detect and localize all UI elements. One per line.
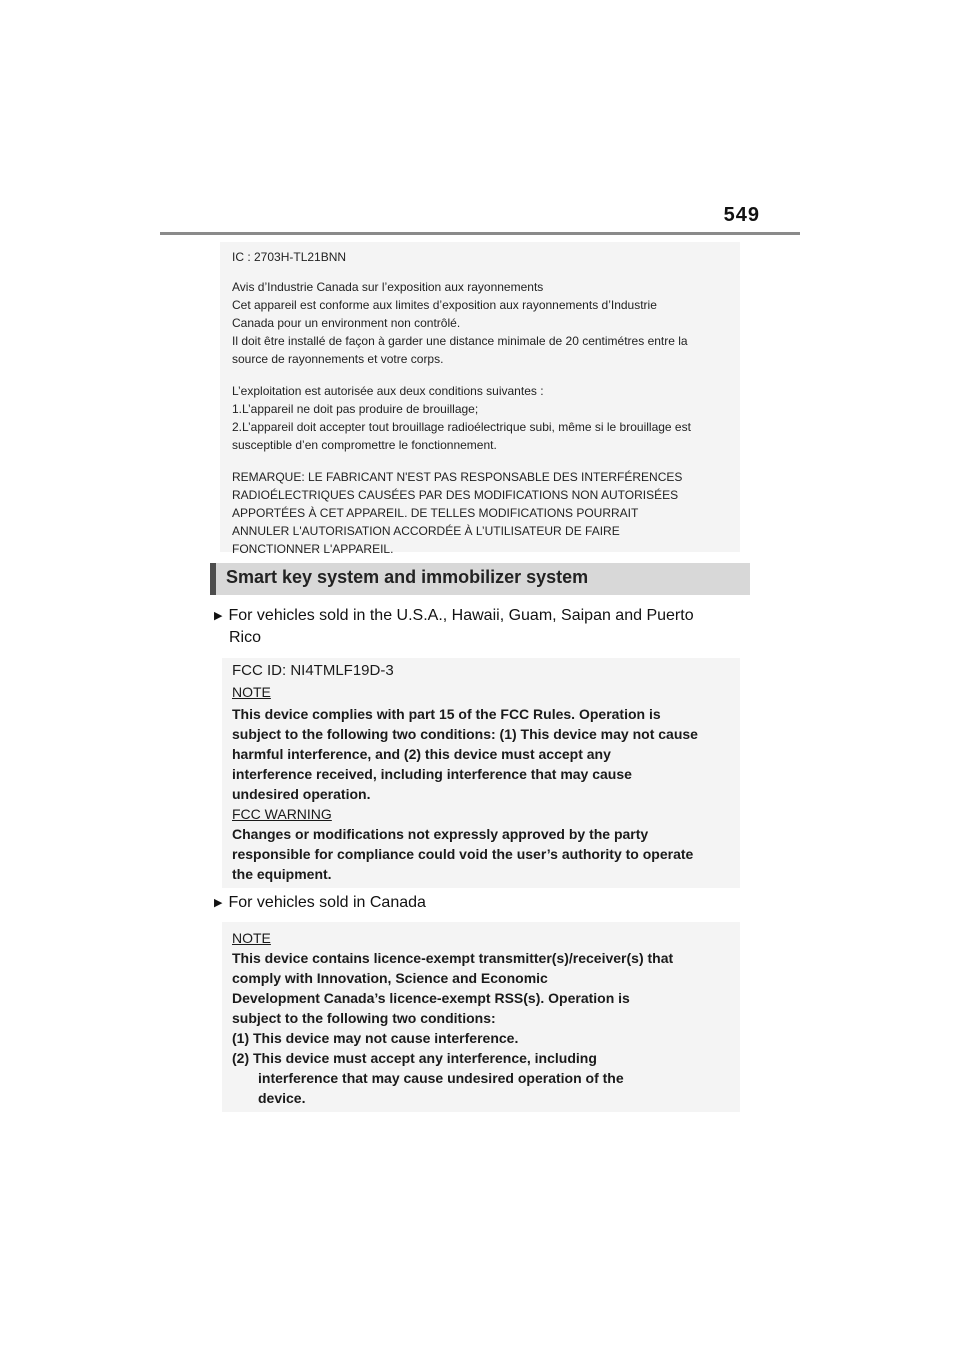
- fcc-note-line: harmful interference, and (2) this device must accept any: [232, 746, 611, 762]
- ic-line: APPORTÉES À CET APPAREIL. DE TELLES MODIFICATIONS POURRAIT: [232, 506, 639, 520]
- ic-line: REMARQUE: LE FABRICANT N'EST PAS RESPONSABLE DES INTERFÉRENCES: [232, 470, 683, 484]
- canada-line-indented: interference that may cause undesired operation of the: [258, 1070, 624, 1086]
- ic-notice-box: [220, 242, 740, 556]
- fcc-note-line: interference received, including interference that may cause: [232, 766, 632, 782]
- ic-line: susceptible d’en compromettre le fonctionnement.: [232, 438, 497, 452]
- canada-line: Development Canada’s licence-exempt RSS(s). Operation is: [232, 990, 630, 1006]
- fcc-id: FCC ID: NI4TMLF19D-3: [232, 662, 394, 679]
- bullet-text-continued: Rico: [229, 629, 262, 646]
- triangle-bullet-icon: ▶: [214, 897, 223, 909]
- canada-line: (2) This device must accept any interference, including: [232, 1050, 597, 1066]
- fcc-note-line: subject to the following two conditions: (1) This device may not cause: [232, 726, 698, 742]
- header-rule: [160, 232, 800, 235]
- ic-line: source de rayonnements et votre corps.: [232, 352, 444, 366]
- fcc-warning-line: responsible for compliance could void the user’s authority to operate: [232, 846, 694, 862]
- ic-line: 1.L’appareil ne doit pas produire de brouillage;: [232, 402, 479, 416]
- canada-line: This device contains licence-exempt transmitter(s)/receiver(s) that: [232, 950, 674, 966]
- bullet-usa: [214, 605, 694, 649]
- fcc-warning-heading: FCC WARNING: [232, 806, 332, 822]
- ic-line: ANNULER L'AUTORISATION ACCORDÉE À L’UTILISATEUR DE FAIRE: [232, 524, 620, 538]
- ic-line: Cet appareil est conforme aux limites d’exposition aux rayonnements d’Industrie: [232, 298, 657, 312]
- ic-id: IC : 2703H-TL21BNN: [232, 250, 347, 264]
- ic-line: L’exploitation est autorisée aux deux conditions suivantes :: [232, 384, 544, 398]
- bullet-text: For vehicles sold in Canada: [228, 894, 426, 911]
- section-title: Smart key system and immobilizer system: [226, 567, 589, 587]
- fcc-note-line: This device complies with part 15 of the FCC Rules. Operation is: [232, 706, 661, 722]
- fcc-warning-line: the equipment.: [232, 866, 332, 882]
- fcc-note-line: undesired operation.: [232, 786, 371, 802]
- fcc-warning-line: Changes or modifications not expressly approved by the party: [232, 826, 649, 842]
- canada-note-heading: NOTE: [232, 930, 271, 946]
- bullet-canada: [214, 892, 426, 914]
- fcc-note-heading: NOTE: [232, 684, 271, 700]
- ic-line: RADIOÉLECTRIQUES CAUSÉES PAR DES MODIFICATIONS NON AUTORISÉES: [232, 488, 679, 502]
- canada-line: subject to the following two conditions:: [232, 1010, 496, 1026]
- ic-line: Avis d’Industrie Canada sur l’exposition aux rayonnements: [232, 280, 544, 294]
- ic-line: 2.L’appareil doit accepter tout brouillage radioélectrique subi, même si le brouillage est: [232, 420, 691, 434]
- bullet-text: For vehicles sold in the U.S.A., Hawaii, Guam, Saipan and Puerto: [228, 607, 694, 624]
- canada-line: (1) This device may not cause interference.: [232, 1030, 519, 1046]
- page-number: 549: [723, 204, 760, 226]
- section-heading: [210, 563, 750, 595]
- ic-line: FONCTIONNER L'APPAREIL.: [232, 542, 394, 556]
- ic-line: Il doit être installé de façon à garder une distance minimale de 20 centimétres entre la: [232, 334, 688, 348]
- ic-line: Canada pour un environment non contrôlé.: [232, 316, 461, 330]
- fcc-notice-box: [222, 658, 740, 888]
- canada-line-indented: device.: [258, 1090, 306, 1106]
- canada-notice-box: [222, 922, 740, 1112]
- canada-line: comply with Innovation, Science and Economic: [232, 970, 548, 986]
- triangle-bullet-icon: ▶: [214, 610, 223, 622]
